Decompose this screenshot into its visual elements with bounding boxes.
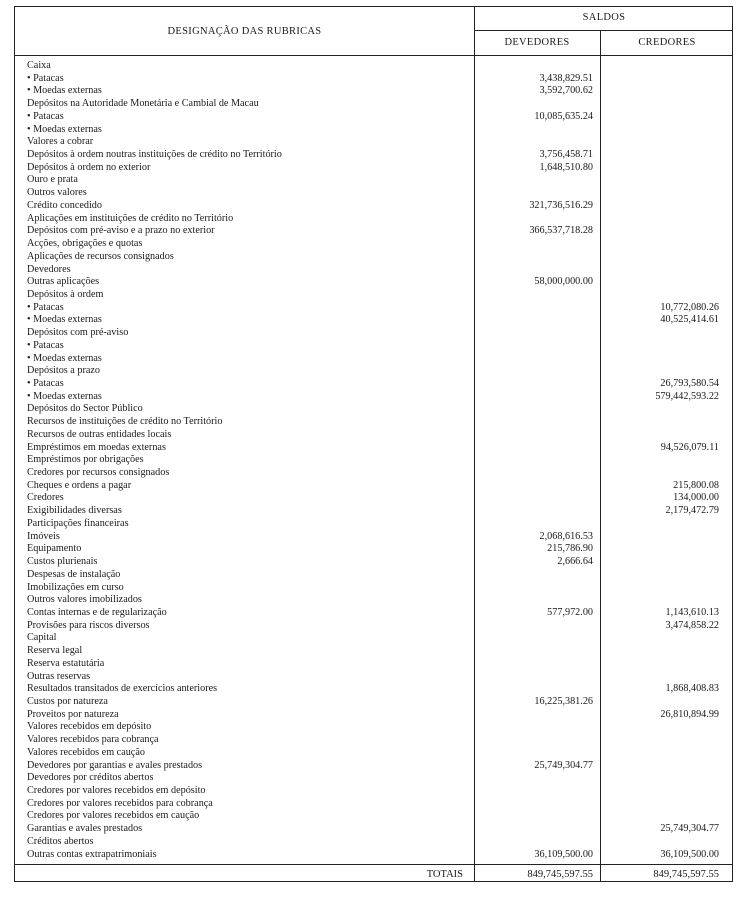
- table-row: [15, 186, 732, 199]
- credores-value: 36,109,500.00: [660, 848, 719, 860]
- table-row: [15, 313, 732, 326]
- rubric-label: Participações financeiras: [27, 517, 129, 529]
- rubric-label: Outros valores imobilizados: [27, 594, 142, 606]
- rubric-label: Créditos abertos: [27, 835, 94, 847]
- rubric-label: Reserva estatutária: [27, 657, 105, 669]
- header-divider-saldos: [474, 30, 732, 31]
- rubric-label: Valores a cobrar: [27, 136, 94, 148]
- table-row: [15, 644, 732, 657]
- table-row: [15, 199, 732, 212]
- table-row: [15, 148, 732, 161]
- rubric-label: Reserva legal: [27, 645, 83, 657]
- rubric-label: Empréstimos por obrigações: [27, 454, 144, 466]
- rubric-label: Depósitos na Autoridade Monetária e Cambial de Macau: [27, 98, 259, 110]
- rubric-label: • Moedas externas: [27, 314, 102, 326]
- rubric-label: Capital: [27, 632, 57, 644]
- table-row: [15, 517, 732, 530]
- rubric-label: Cheques e ordens a pagar: [27, 479, 132, 491]
- table-row: [15, 759, 732, 772]
- totals-divider: [15, 864, 732, 865]
- table-row: [15, 173, 732, 186]
- table-row: [15, 275, 732, 288]
- rubric-label: Custos plurienais: [27, 556, 98, 568]
- rubric-label: Depósitos com pré-aviso e a prazo no exterior: [27, 225, 215, 237]
- table-row: [15, 441, 732, 454]
- rubric-label: Valores recebidos em caução: [27, 746, 145, 758]
- table-row: [15, 224, 732, 237]
- devedores-value: 3,592,700.62: [539, 85, 593, 97]
- table-row: [15, 670, 732, 683]
- table-row: [15, 212, 732, 225]
- rubric-label: • Moedas externas: [27, 123, 102, 135]
- table-row: [15, 161, 732, 174]
- totals-devedores: 849,745,597.55: [527, 869, 593, 880]
- rubric-label: Aplicações em instituições de crédito no Território: [27, 212, 234, 224]
- credores-value: 1,868,408.83: [665, 683, 719, 695]
- table-row: [15, 250, 732, 263]
- table-row: [15, 364, 732, 377]
- table-row: [15, 59, 732, 72]
- table-row: [15, 822, 732, 835]
- rubric-label: Credores por valores recebidos em depósito: [27, 785, 206, 797]
- table-row: [15, 631, 732, 644]
- table-row: [15, 352, 732, 365]
- rubric-label: Empréstimos em moedas externas: [27, 441, 166, 453]
- table-row: [15, 288, 732, 301]
- table-row: [15, 771, 732, 784]
- table-row: [15, 809, 732, 822]
- table-row: [15, 263, 732, 276]
- totals-row: [15, 867, 732, 882]
- table-row: [15, 339, 732, 352]
- table-row: [15, 402, 732, 415]
- header-divider-bottom: [15, 55, 732, 56]
- table-row: [15, 326, 732, 339]
- credores-value: 1,143,610.13: [665, 606, 719, 618]
- rubric-label: Provisões para riscos diversos: [27, 619, 150, 631]
- devedores-value: 3,438,829.51: [539, 72, 593, 84]
- devedores-value: 321,736,516.29: [529, 199, 593, 211]
- rubric-label: Credores por recursos consignados: [27, 467, 170, 479]
- devedores-value: 1,648,510.80: [539, 161, 593, 173]
- table-row: [15, 466, 732, 479]
- rubric-label: Recursos de instituições de crédito no Território: [27, 416, 223, 428]
- rubric-label: • Patacas: [27, 301, 64, 313]
- rubric-label: Valores recebidos em depósito: [27, 721, 152, 733]
- table-row: [15, 110, 732, 123]
- totals-label: TOTAIS: [426, 869, 463, 880]
- rubric-label: Garantias e avales prestados: [27, 823, 143, 835]
- rubric-label: Acções, obrigações e quotas: [27, 238, 143, 250]
- rubric-label: Ouro e prata: [27, 174, 78, 186]
- rubric-label: Aplicações de recursos consignados: [27, 250, 174, 262]
- table-row: [15, 390, 732, 403]
- rubric-label: • Moedas externas: [27, 390, 102, 402]
- devedores-value: 10,085,635.24: [534, 110, 593, 122]
- rubric-label: Resultados transitados de exercícios anteriores: [27, 683, 218, 695]
- rubric-label: • Patacas: [27, 72, 64, 84]
- rubric-label: Outros valores: [27, 187, 87, 199]
- rubric-label: Crédito concedido: [27, 199, 102, 211]
- table-row: [15, 479, 732, 492]
- rubric-label: Outras contas extrapatrimoniais: [27, 848, 157, 860]
- credores-value: 579,442,593.22: [655, 390, 719, 402]
- rubric-label: Depósitos à ordem: [27, 288, 104, 300]
- rubric-label: Depósitos à ordem no exterior: [27, 161, 151, 173]
- credores-header: CREDORES: [638, 37, 696, 48]
- credores-value: 25,749,304.77: [660, 823, 719, 835]
- credores-value: 10,772,080.26: [660, 301, 719, 313]
- rubric-label: • Patacas: [27, 339, 64, 351]
- table-row: [15, 848, 732, 861]
- table-row: [15, 453, 732, 466]
- table-row: [15, 619, 732, 632]
- devedores-value: 215,786.90: [547, 543, 593, 555]
- rubric-label: • Moedas externas: [27, 352, 102, 364]
- table-row: [15, 542, 732, 555]
- table-row: [15, 695, 732, 708]
- rubric-label: Depósitos do Sector Público: [27, 403, 143, 415]
- table-row: [15, 415, 732, 428]
- rubric-label: • Patacas: [27, 110, 64, 122]
- table-row: [15, 428, 732, 441]
- devedores-value: 577,972.00: [547, 606, 593, 618]
- rubric-label: Despesas de instalação: [27, 568, 121, 580]
- credores-value: 26,793,580.54: [660, 378, 719, 389]
- rubric-label: Credores por valores recebidos em caução: [27, 810, 200, 822]
- rubric-label: Credores: [27, 492, 64, 504]
- table-row: [15, 746, 732, 759]
- rubric-label: Exigibilidades diversas: [27, 505, 122, 517]
- table-row: [15, 581, 732, 594]
- devedores-value: 2,068,616.53: [539, 530, 593, 542]
- devedores-header: DEVEDORES: [504, 37, 570, 48]
- devedores-value: 366,537,718.28: [529, 225, 593, 237]
- table-row: [15, 720, 732, 733]
- table-row: [15, 491, 732, 504]
- table-row: [15, 606, 732, 619]
- rubric-label: Caixa: [27, 60, 51, 71]
- devedores-value: 3,756,458.71: [539, 149, 593, 161]
- rubric-label: Proveitos por natureza: [27, 708, 119, 720]
- rubric-label: Recursos de outras entidades locais: [27, 428, 172, 440]
- table-row: [15, 72, 732, 85]
- saldos-header: SALDOS: [582, 12, 626, 23]
- table-row: [15, 568, 732, 581]
- table-row: [15, 97, 732, 110]
- rubric-label: Depósitos com pré-aviso: [27, 327, 129, 339]
- credores-value: 26,810,894.99: [660, 708, 719, 720]
- table-row: [15, 708, 732, 721]
- rubric-label: Devedores por garantias e avales prestados: [27, 759, 203, 771]
- credores-value: 94,526,079.11: [660, 441, 719, 453]
- table-row: [15, 835, 732, 848]
- rubric-label: Devedores: [27, 263, 71, 275]
- rubric-label: Outras reservas: [27, 670, 91, 682]
- table-row: [15, 84, 732, 97]
- rubric-label: Imóveis: [27, 530, 60, 542]
- table-row: [15, 555, 732, 568]
- credores-value: 134,000.00: [673, 492, 719, 504]
- table-row: [15, 237, 732, 250]
- credores-value: 3,474,858.22: [665, 619, 719, 631]
- rubric-label: Valores recebidos para cobrança: [27, 734, 159, 746]
- credores-value: 215,800.08: [673, 479, 719, 491]
- table-row: [15, 784, 732, 797]
- table-row: [15, 593, 732, 606]
- rubric-label: Credores por valores recebidos para cobrança: [27, 797, 213, 809]
- rubric-label: Depósitos à ordem noutras instituições de crédito no Território: [27, 149, 282, 161]
- rubric-label: • Moedas externas: [27, 85, 102, 97]
- devedores-value: 16,225,381.26: [534, 696, 593, 707]
- table-row: [15, 797, 732, 810]
- table-row: [15, 377, 732, 390]
- devedores-value: 36,109,500.00: [534, 848, 593, 860]
- table-row: [15, 657, 732, 670]
- devedores-value: 2,666.64: [557, 556, 593, 568]
- rubric-label: Devedores por créditos abertos: [27, 772, 154, 784]
- table-row: [15, 135, 732, 148]
- rubric-label: • Patacas: [27, 378, 64, 389]
- designation-header: DESIGNAÇÃO DAS RUBRICAS: [167, 26, 322, 37]
- table-row: [15, 504, 732, 517]
- credores-value: 40,525,414.61: [660, 314, 719, 326]
- rubric-label: Contas internas e de regularização: [27, 606, 167, 618]
- devedores-value: 58,000,000.00: [534, 276, 593, 288]
- table-row: [15, 301, 732, 314]
- devedores-value: 25,749,304.77: [534, 759, 593, 771]
- table-row: [15, 733, 732, 746]
- rubric-label: Equipamento: [27, 543, 82, 555]
- table-row: [15, 682, 732, 695]
- rubric-label: Depósitos a prazo: [27, 365, 100, 377]
- totals-credores: 849,745,597.55: [653, 869, 719, 880]
- credores-value: 2,179,472.79: [665, 505, 719, 517]
- rubric-label: Outras aplicações: [27, 276, 100, 288]
- rubric-label: Imobilizações em curso: [27, 581, 124, 593]
- rubric-label: Custos por natureza: [27, 696, 108, 707]
- balance-table: [14, 6, 733, 882]
- table-row: [15, 530, 732, 543]
- table-row: [15, 123, 732, 136]
